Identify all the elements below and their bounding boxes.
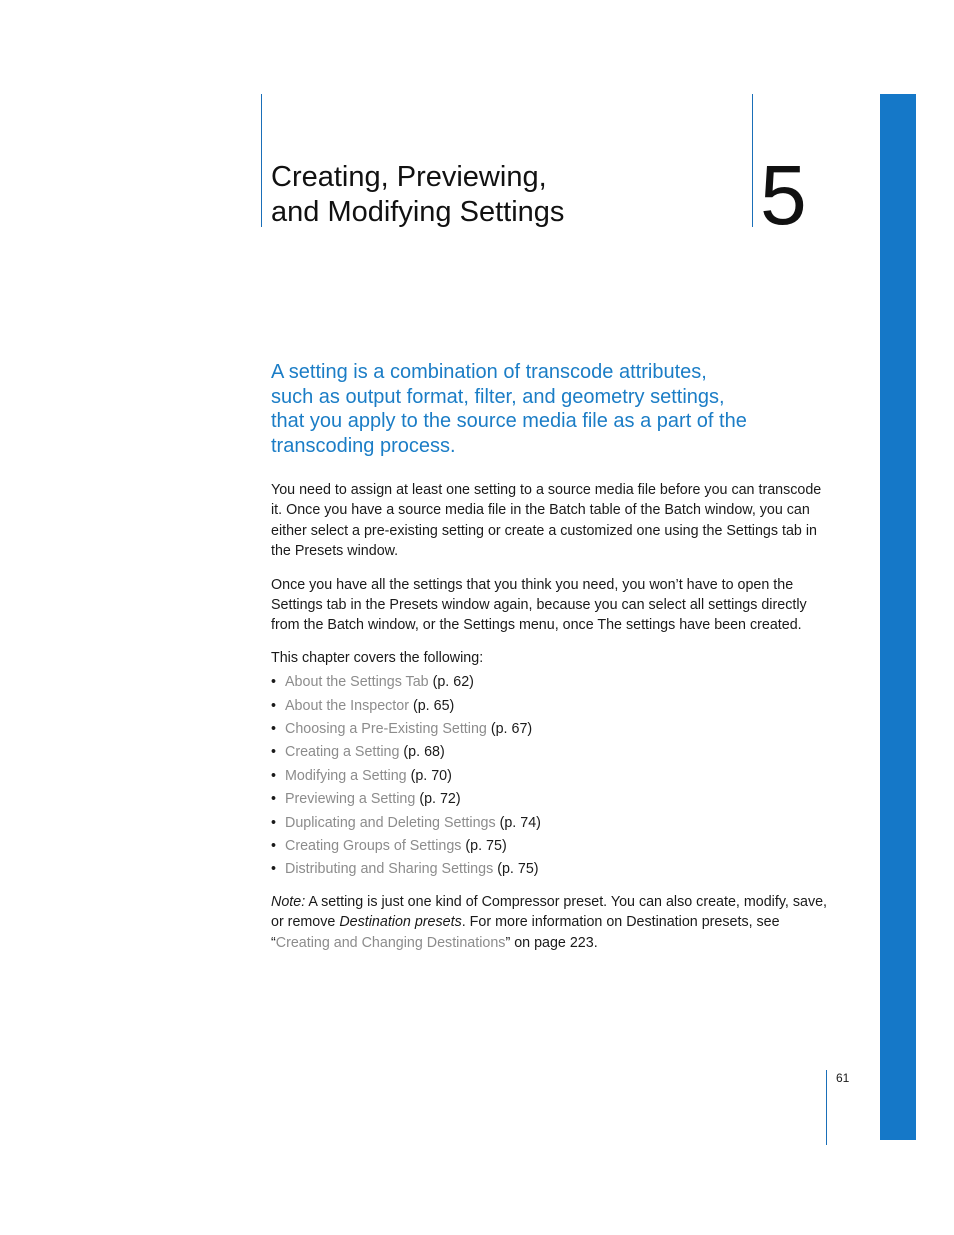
toc-link[interactable]: Previewing a Setting xyxy=(285,791,416,808)
chapter-title-line: and Modifying Settings xyxy=(271,196,565,228)
toc-item xyxy=(271,718,831,741)
toc-item xyxy=(271,835,831,858)
toc-page-ref: (p. 75) xyxy=(493,861,539,878)
intro-line: such as output format, filter, and geometry settings, xyxy=(271,385,725,408)
note-text: A setting is just one kind of Compressor preset. You can also create, modify, save, or remove xyxy=(271,893,828,931)
bullet: • xyxy=(271,744,277,761)
bullet: • xyxy=(271,674,277,691)
toc-intro: This chapter covers the following: xyxy=(271,649,484,666)
note-paragraph xyxy=(271,892,831,953)
toc-page-ref: (p. 65) xyxy=(409,697,455,714)
toc-link[interactable]: Distributing and Sharing Settings xyxy=(285,861,494,878)
chapter-number-divider xyxy=(752,94,753,227)
body-paragraph: Once you have all the settings that you think you need, you won’t have to open the Settings tab in the Presets window again, because you can select all settings directly from the Batch window, or the Settings menu, once The settings have been created. xyxy=(271,576,807,634)
note-emphasis: Destination presets xyxy=(339,914,462,931)
bullet: • xyxy=(271,814,277,831)
bullet: • xyxy=(271,767,277,784)
toc-item xyxy=(271,671,831,694)
note-text: ” on page 223. xyxy=(505,934,598,951)
title-divider xyxy=(261,94,262,227)
bullet: • xyxy=(271,861,277,878)
bullet: • xyxy=(271,697,277,714)
toc-page-ref: (p. 70) xyxy=(406,767,452,784)
toc-item xyxy=(271,858,831,881)
toc-link[interactable]: Modifying a Setting xyxy=(285,767,407,784)
page-number: 61 xyxy=(836,1071,850,1085)
toc-link[interactable]: Creating Groups of Settings xyxy=(285,837,462,854)
note-text: . For more information on Destination presets, see “ xyxy=(271,914,780,951)
chapter-number: 5 xyxy=(760,148,807,242)
toc-item xyxy=(271,812,831,835)
intro-line: A setting is a combination of transcode attributes, xyxy=(271,361,707,383)
toc-page-ref: (p. 72) xyxy=(415,791,461,808)
toc-page-ref: (p. 67) xyxy=(486,721,533,738)
toc-page-ref: (p. 74) xyxy=(495,814,541,831)
bullet: • xyxy=(271,837,277,854)
chapter-intro xyxy=(271,360,791,459)
toc-page-ref: (p. 75) xyxy=(461,837,507,854)
bullet: • xyxy=(271,791,277,808)
chapter-side-tab xyxy=(880,94,916,1140)
toc-page-ref: (p. 68) xyxy=(399,744,445,761)
chapter-title-line: Creating, Previewing, xyxy=(271,161,547,193)
intro-line: that you apply to the source media file as a part of the xyxy=(271,410,747,433)
toc-link[interactable]: About the Inspector xyxy=(285,697,409,714)
note-link[interactable]: Creating and Changing Destinations xyxy=(275,934,506,951)
page-number-divider xyxy=(826,1070,827,1145)
chapter-body xyxy=(271,480,831,953)
toc-page-ref: (p. 62) xyxy=(428,674,474,691)
bullet: • xyxy=(271,721,277,738)
chapter-toc xyxy=(271,671,831,882)
toc-link[interactable]: Duplicating and Deleting Settings xyxy=(285,814,496,831)
chapter-title xyxy=(271,160,711,230)
toc-item xyxy=(271,741,831,764)
note-label: Note: xyxy=(271,893,306,910)
body-paragraph: You need to assign at least one setting to a source media file before you can transcode it. Once you have a source media file in the Batch table of the Batch window, you can either select a pre-existing setting or create a customized one using the Settings tab in the Presets window. xyxy=(271,482,822,560)
toc-item xyxy=(271,788,831,811)
toc-link[interactable]: Creating a Setting xyxy=(285,744,400,761)
toc-item xyxy=(271,695,831,718)
toc-link[interactable]: Choosing a Pre-Existing Setting xyxy=(285,721,487,738)
toc-item xyxy=(271,765,831,788)
toc-link[interactable]: About the Settings Tab xyxy=(285,674,429,691)
intro-line: transcoding process. xyxy=(271,435,456,458)
